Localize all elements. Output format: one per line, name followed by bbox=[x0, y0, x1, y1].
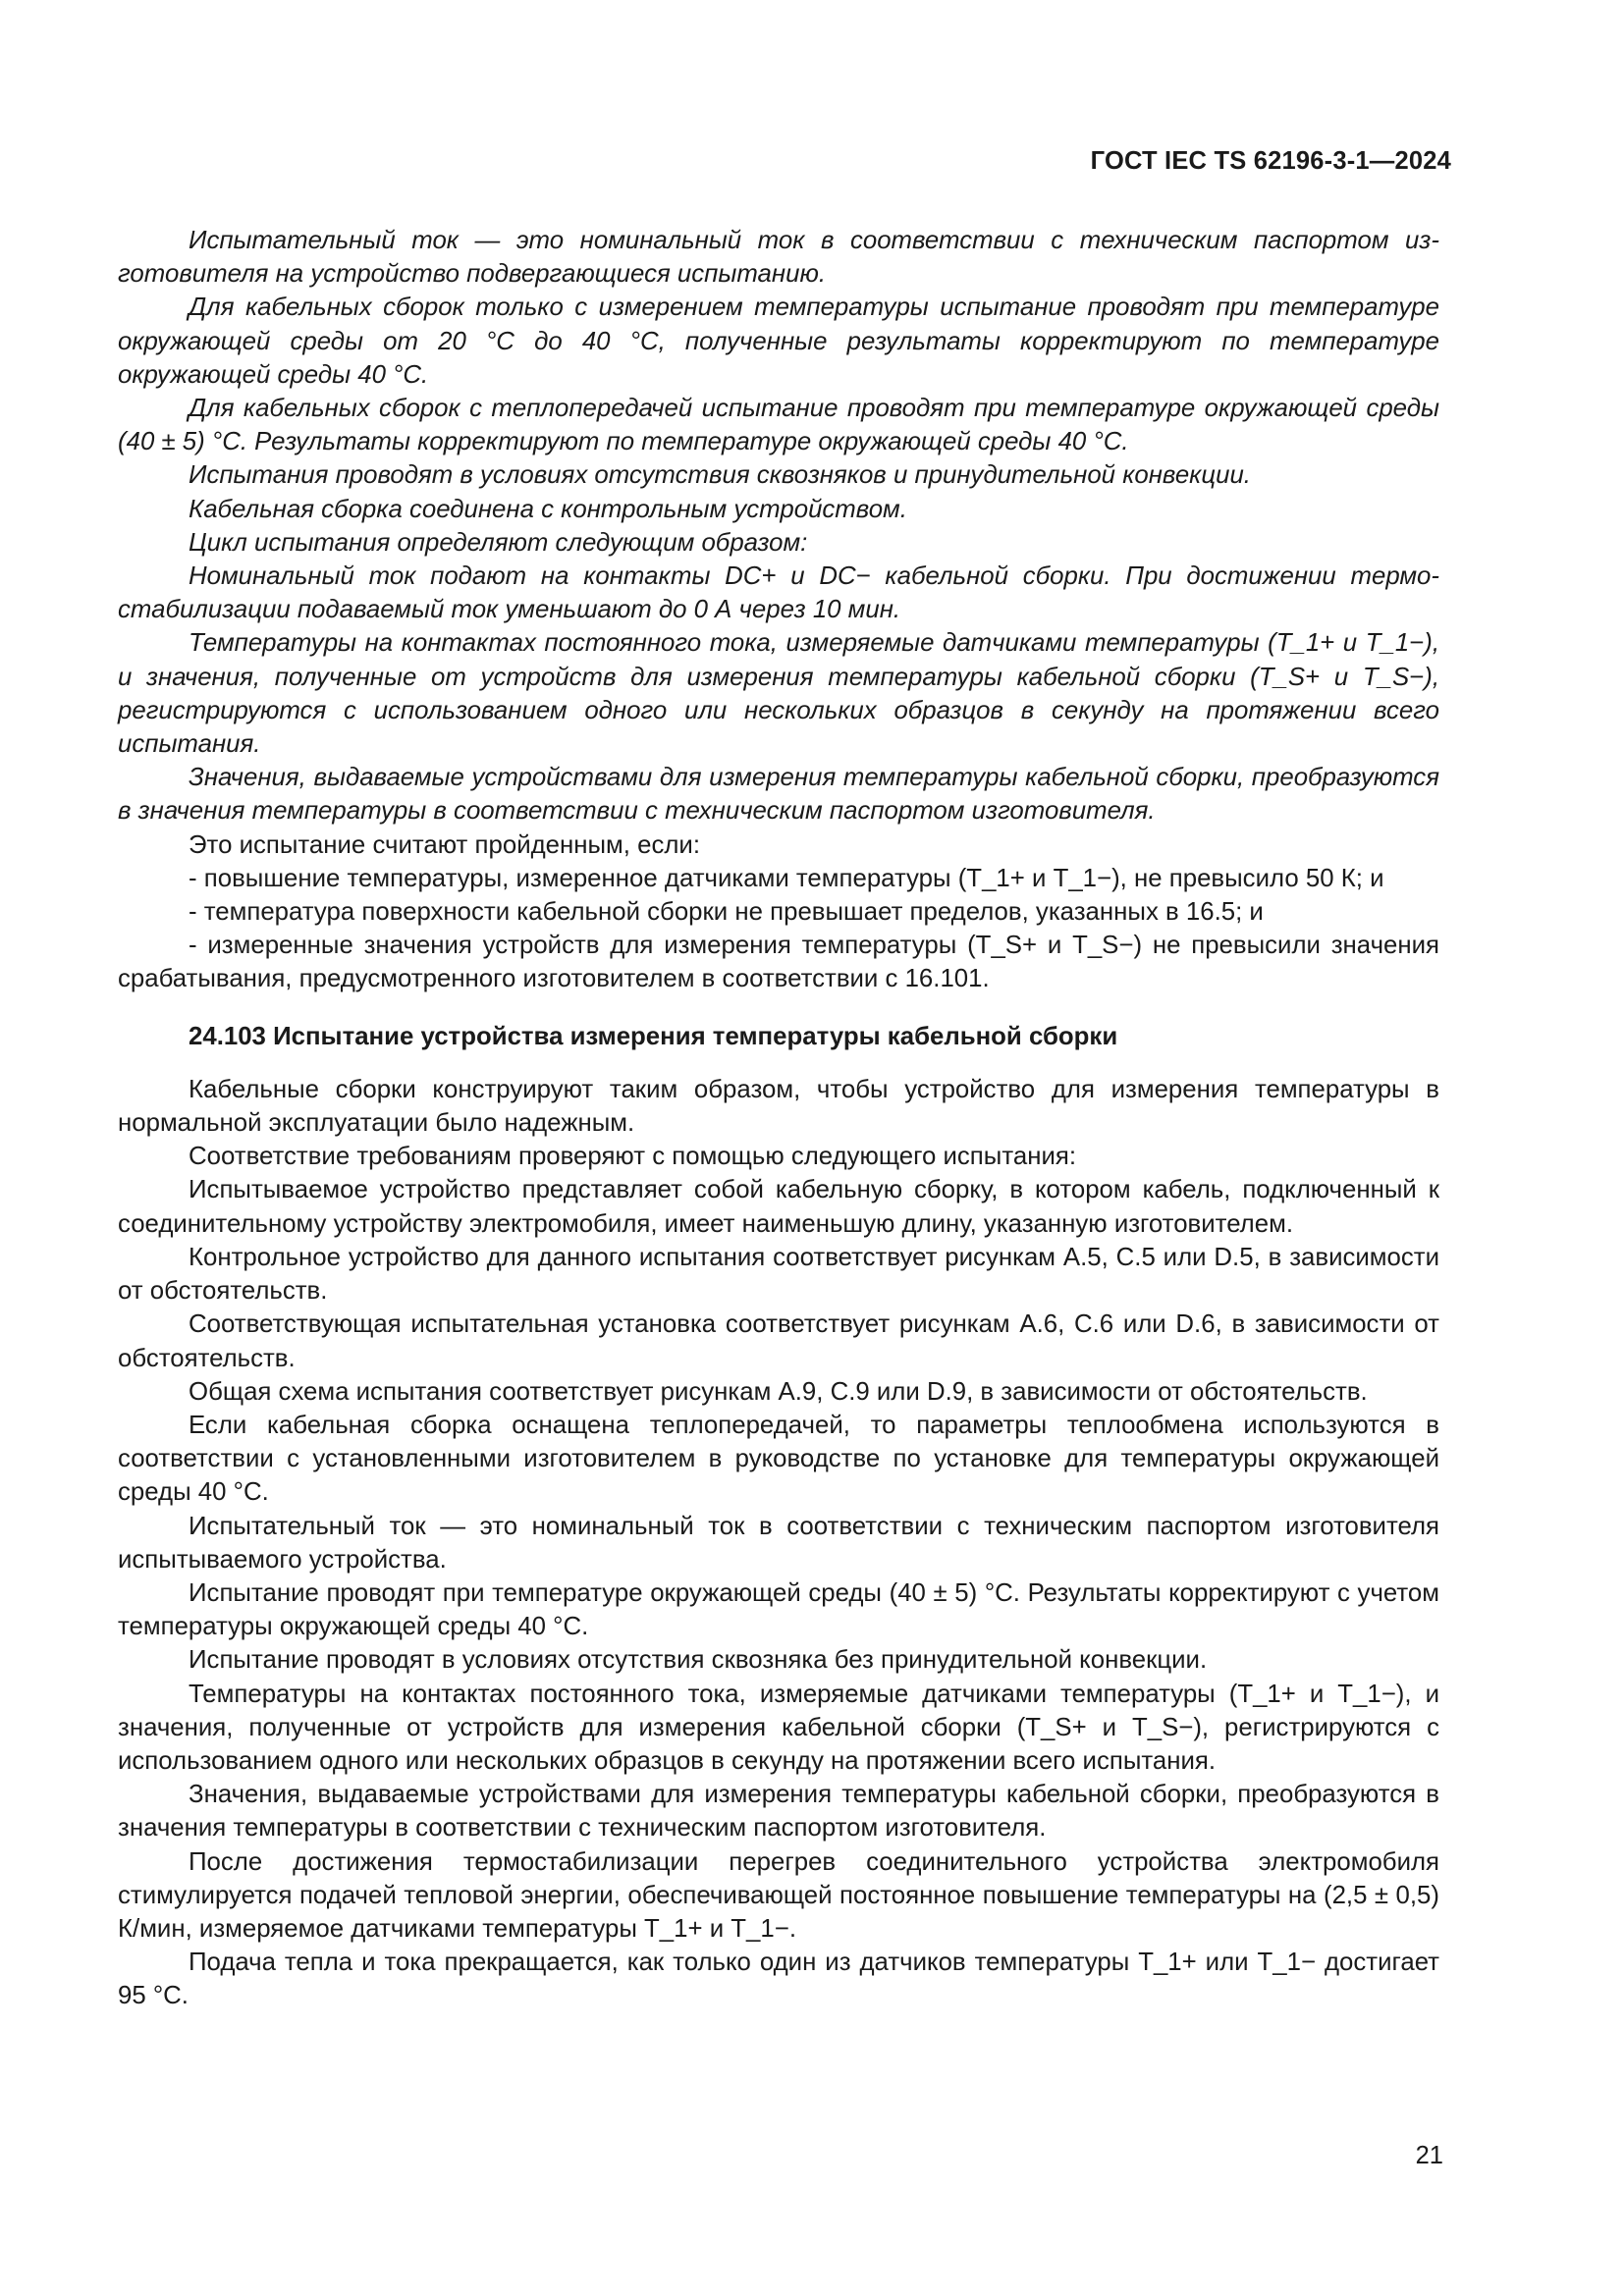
paragraph: Номинальный ток подают на контакты DC+ и DC− кабельной сборки. При достижении термостабилизации подаваемый ток уменьшают до 0 А через 10 мин. bbox=[118, 562, 1439, 624]
paragraph: Значения, выдаваемые устройствами для измерения температуры кабельной сборки, преобразуются в значения температуры в соответствии с техническим паспортом изготовителя. bbox=[118, 764, 1439, 826]
paragraph: Если кабельная сборка оснащена теплопередачей, то параметры теплообмена используются в соответствии с установленными изготовителем в руководстве по установке для температуры окружающей среды 40 °C. bbox=[118, 1411, 1439, 1507]
paragraph: Испытываемое устройство представляет собой кабельную сборку, в котором кабель, подключенный к соединительному устройству электромобиля, имеет наименьшую длину, указанную изготовителем. bbox=[118, 1176, 1439, 1238]
paragraph: Температуры на контактах постоянного тока, измеряемые датчиками температуры (T_1+ и T_1−), и значения, полученные от устройств для измерения температуры кабельной сборки (T_S+ и T_S−), регистрируются с использованием одного или нескольких образцов в секунду на протяжении всего испытания. bbox=[118, 629, 1439, 759]
paragraph: Подача тепла и тока прекращается, как только один из датчиков температуры T_1+ или T_1− достигает 95 °C. bbox=[118, 1949, 1439, 2010]
paragraph: Контрольное устройство для данного испытания соответствует рисункам А.5, С.5 или D.5, в зависимости от обстоятельств. bbox=[118, 1243, 1439, 1306]
paragraph: Испытания проводят в условиях отсутствия сквозняков и принудительной конвекции. bbox=[189, 461, 1251, 490]
paragraph: После достижения термостабилизации перегрев соединительного устройства электромобиля стимулируется подачей тепловой энергии, обеспечивающей постоянное повышение температуры на (2,5 ± 0,5) К/мин, измеряемое датчиками температуры T_1+ и T_1−. bbox=[118, 1847, 1439, 1943]
paragraph: Значения, выдаваемые устройствами для измерения температуры кабельной сборки, преобразуются в значения температуры в соответствии с техническим паспортом изготовителя. bbox=[118, 1781, 1439, 1842]
section-body bbox=[118, 1073, 1439, 2013]
page-number: 21 bbox=[1415, 2142, 1443, 2169]
section-heading: 24.103 Испытание устройства измерения температуры кабельной сборки bbox=[189, 1022, 1118, 1050]
paragraph: Испытание проводят в условиях отсутствия сквозняка без принудительной конвекции. bbox=[189, 1646, 1208, 1675]
paragraph: Для кабельных сборок с теплопередачей испытание проводят при температуре окружающей среды (40 ± 5) °C. Результаты корректируют по температуре окружающей среды 40 °C. bbox=[118, 395, 1439, 456]
paragraph: Для кабельных сборок только с измерением температуры испытание проводят при температуре окружающей среды от 20 °C до 40 °C, полученные результаты корректируют по температуре окружающей среды 40 °C. bbox=[118, 294, 1439, 389]
paragraph: Кабельные сборки конструируют таким образом, чтобы устройство для измерения температуры в нормальной эксплуатации было надежным. bbox=[118, 1075, 1439, 1138]
list-item: - температура поверхности кабельной сборки не превышает пределов, указанных в 16.5; и bbox=[189, 898, 1264, 927]
page-body bbox=[118, 224, 1439, 2013]
paragraph: Испытательный ток — это номинальный ток в соответствии с техническим паспортом изготовителя на устройство подвергающиеся испытанию. bbox=[118, 227, 1439, 289]
pass-criteria-block bbox=[118, 828, 1439, 996]
paragraph: Общая схема испытания соответствует рисункам А.9, С.9 или D.9, в зависимости от обстоятельств. bbox=[189, 1377, 1368, 1406]
paragraph: Испытательный ток — это номинальный ток в соответствии с техническим паспортом изготовителя испытываемого устройства. bbox=[118, 1512, 1439, 1574]
paragraph: Соответствующая испытательная установка соответствует рисункам А.6, С.6 или D.6, в зависимости от обстоятельств. bbox=[118, 1310, 1439, 1372]
paragraph: Температуры на контактах постоянного тока, измеряемые датчиками температуры (T_1+ и T_1−), и значения, полученные от устройств для измерения кабельной сборки (T_S+ и T_S−), регистрируются с использованием одного или нескольких образцов в секунду на протяжении всего испытания. bbox=[118, 1680, 1439, 1775]
list-item: - измеренные значения устройств для измерения температуры (T_S+ и T_S−) не превысили значения срабатывания, предусмотренного изготовителем в соответствии с 16.101. bbox=[118, 932, 1439, 993]
paragraph: Это испытание считают пройденным, если: bbox=[189, 830, 700, 859]
italic-block bbox=[118, 224, 1439, 828]
document-header-id: ГОСТ IEC TS 62196-3-1—2024 bbox=[1090, 147, 1451, 175]
paragraph: Цикл испытания определяют следующим образом: bbox=[189, 528, 808, 557]
paragraph: Соответствие требованиям проверяют с помощью следующего испытания: bbox=[189, 1143, 1076, 1171]
paragraph: Испытание проводят при температуре окружающей среды (40 ± 5) °C. Результаты корректируют с учетом температуры окружающей среды 40 °C. bbox=[118, 1578, 1439, 1641]
list-item: - повышение температуры, измеренное датчиками температуры (T_1+ и T_1−), не превысило 50 К; и bbox=[189, 864, 1384, 892]
paragraph: Кабельная сборка соединена с контрольным устройством. bbox=[189, 495, 907, 523]
